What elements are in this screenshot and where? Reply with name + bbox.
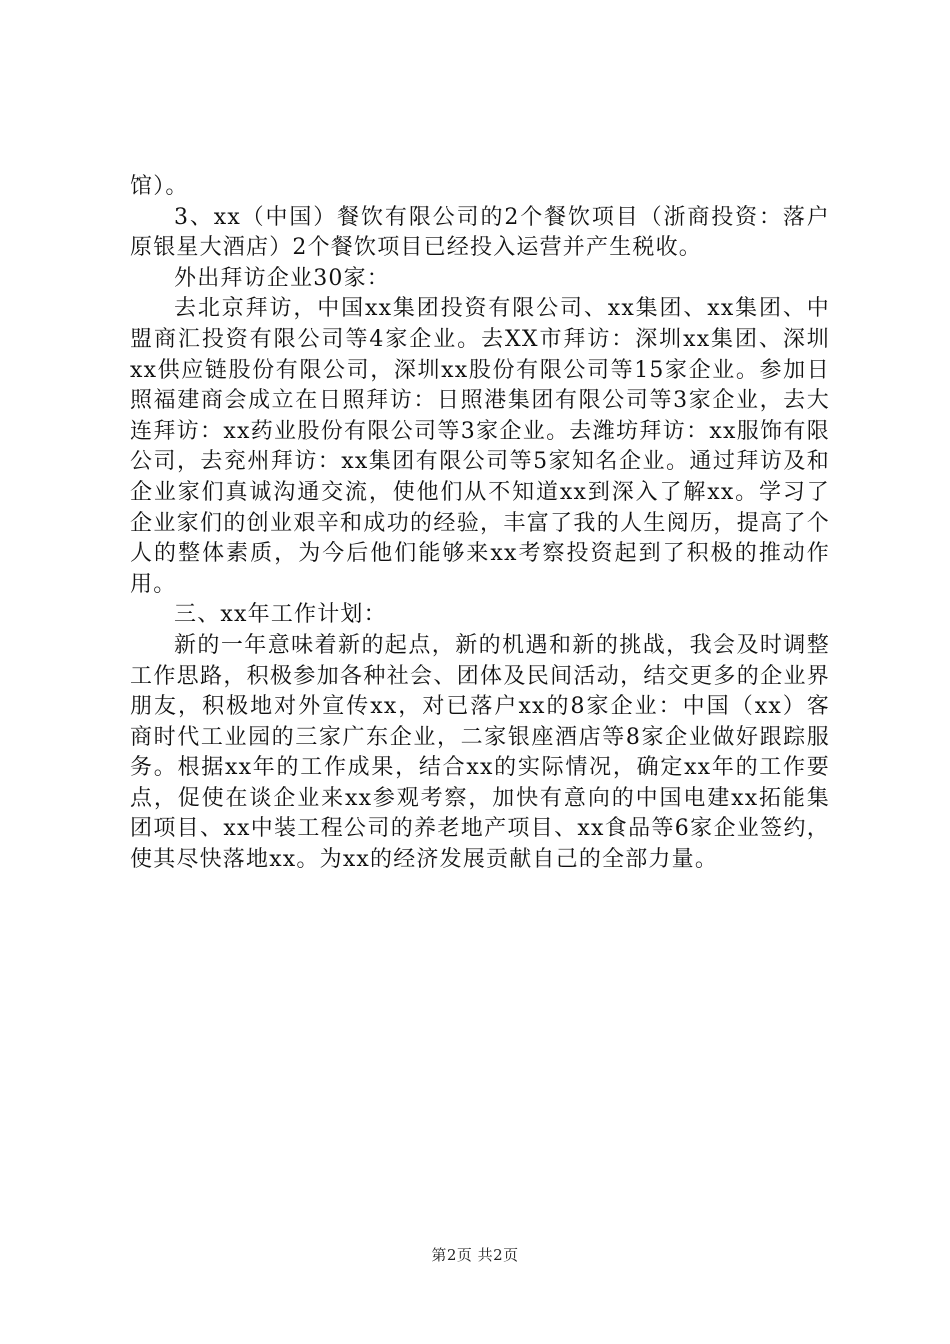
paragraph-continuation: 馆）。 (130, 174, 189, 199)
paragraph-work-plan: 新的一年意味着新的起点，新的机遇和新的挑战，我会及时调整工作思路，积极参加各种社会、团体及民间活动，结交更多的企业界朋友，积极地对外宣传xx，对已落户xx的8家企业：中国（xx）客商时代工业园的三家广东企业，二家银座酒店等8家企业做好跟踪服务。根据xx年的工作成果，结合xx的实际情况，确定xx年的工作要点，促使在谈企业来xx参观考察，加快有意向的中国电建xx拓能集团项目、xx中装工程公司的养老地产项目、xx食品等6家企业签约，使其尽快落地xx。为xx的经济发展贡献自己的全部力量。 (130, 632, 830, 873)
paragraph-catering-project: 3、xx（中国）餐饮有限公司的2个餐饮项目（浙商投资：落户原银星大酒店）2个餐饮项目已经投入运营并产生税收。 (130, 204, 830, 261)
page-footer (0, 1244, 950, 1265)
page-number: 第2页 共2页 (431, 1246, 519, 1264)
section-heading-work-plan: 三、xx年工作计划： (174, 602, 387, 628)
paragraph-visits-detail: 去北京拜访，中国xx集团投资有限公司、xx集团、xx集团、中盟商汇投资有限公司等4家企业。去XX市拜访：深圳xx集团、深圳xx供应链股份有限公司，深圳xx股份有限公司等15家企业。参加日照福建商会成立在日照拜访：日照港集团有限公司等3家企业，去大连拜访：xx药业股份有限公司等3家企业。去潍坊拜访：xx服饰有限公司，去兖州拜访：xx集团有限公司等5家知名企业。通过拜访及和企业家们真诚沟通交流，使他们从不知道xx到深入了解xx。学习了企业家们的创业艰辛和成功的经验，丰富了我的人生阅历，提高了个人的整体素质，为今后他们能够来xx考察投资起到了积极的推动作用。 (130, 296, 830, 597)
document-body (130, 172, 830, 876)
paragraph-visits-heading: 外出拜访企业30家： (174, 265, 390, 291)
